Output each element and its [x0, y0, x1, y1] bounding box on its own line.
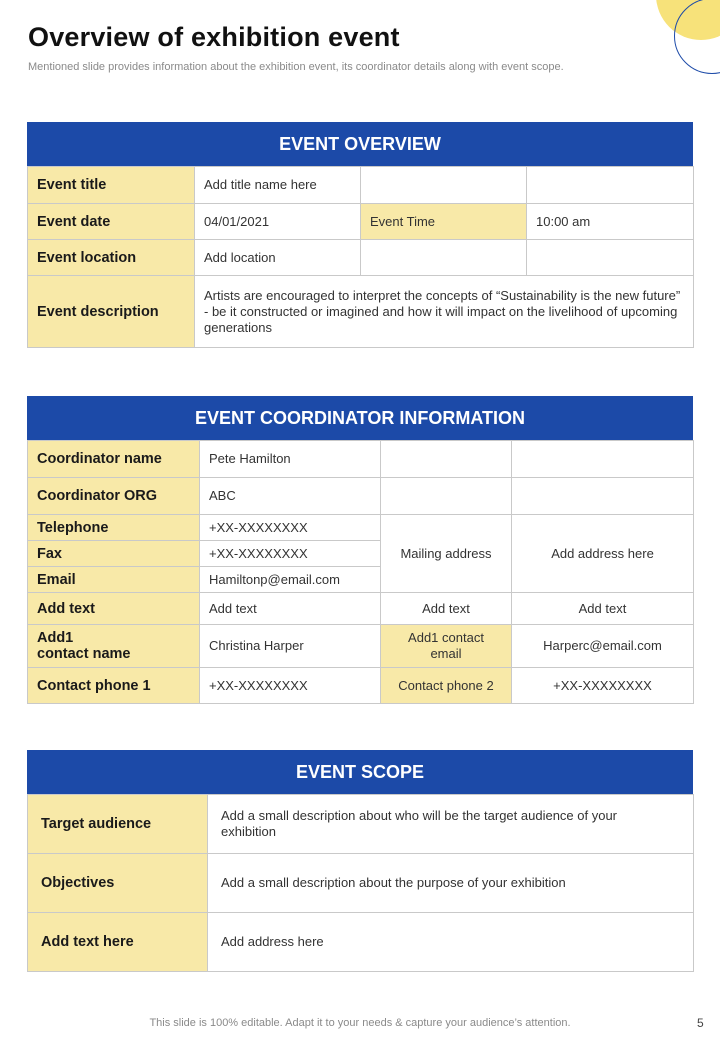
- add1-contact-name-label: [28, 625, 200, 668]
- target-audience-value: Add a small description about who will be the target audience of your exhibition: [208, 795, 694, 854]
- coordinator-section: [27, 396, 693, 704]
- table-row: [28, 441, 694, 478]
- coordinator-org-value: ABC: [200, 478, 381, 515]
- empty-cell: [512, 478, 694, 515]
- event-time-label: Event Time: [361, 204, 527, 240]
- add1-contact-email-value: Harperc@email.com: [512, 625, 694, 668]
- add1-contact-email-label: [381, 625, 512, 668]
- add1-contact-name-value: Christina Harper: [200, 625, 381, 668]
- add-text-label: Add text: [28, 593, 200, 625]
- add-text-here-label: Add text here: [28, 913, 208, 972]
- event-description-label: Event description: [28, 276, 195, 348]
- add-text-value-2: Add text: [381, 593, 512, 625]
- table-row: [28, 478, 694, 515]
- add-text-here-value: Add address here: [208, 913, 694, 972]
- objectives-value: Add a small description about the purpose of your exhibition: [208, 854, 694, 913]
- table-row: [28, 204, 694, 240]
- empty-cell: [527, 240, 694, 276]
- coordinator-table: [27, 440, 694, 704]
- objectives-label: Objectives: [28, 854, 208, 913]
- event-title-value: Add title name here: [195, 167, 361, 204]
- coordinator-header: EVENT COORDINATOR INFORMATION: [27, 396, 693, 440]
- event-title-label: Event title: [28, 167, 195, 204]
- event-scope-section: [27, 750, 693, 972]
- table-row: [28, 854, 694, 913]
- email-value: Hamiltonp@email.com: [200, 567, 381, 593]
- add1-contact-email-label-line2: email: [430, 646, 462, 661]
- mailing-address-label: Mailing address: [381, 515, 512, 593]
- contact-phone-2-label: Contact phone 2: [381, 668, 512, 704]
- table-row: [28, 167, 694, 204]
- page-title: Overview of exhibition event: [28, 22, 400, 52]
- add1-contact-name-label-line1: Add1: [37, 630, 74, 646]
- event-location-label: Event location: [28, 240, 195, 276]
- empty-cell: [512, 441, 694, 478]
- page-number: 5: [697, 1016, 704, 1030]
- event-overview-table: [27, 166, 694, 348]
- fax-value: +XX-XXXXXXXX: [200, 541, 381, 567]
- telephone-label: Telephone: [28, 515, 200, 541]
- coordinator-org-label: Coordinator ORG: [28, 478, 200, 515]
- add1-contact-email-label-line1: Add1 contact: [408, 630, 484, 645]
- table-row: [28, 913, 694, 972]
- fax-label: Fax: [28, 541, 200, 567]
- table-row: [28, 276, 694, 348]
- table-row: [28, 795, 694, 854]
- event-overview-section: [27, 122, 693, 348]
- event-date-value: 04/01/2021: [195, 204, 361, 240]
- event-scope-header: EVENT SCOPE: [27, 750, 693, 794]
- coordinator-name-label: Coordinator name: [28, 441, 200, 478]
- add1-contact-name-label-line2: contact name: [37, 646, 131, 662]
- table-row: [28, 625, 694, 668]
- table-row: [28, 668, 694, 704]
- event-time-value: 10:00 am: [527, 204, 694, 240]
- target-audience-label: Target audience: [28, 795, 208, 854]
- table-row: [28, 240, 694, 276]
- empty-cell: [361, 240, 527, 276]
- event-date-label: Event date: [28, 204, 195, 240]
- table-row: [28, 593, 694, 625]
- empty-cell: [361, 167, 527, 204]
- contact-phone-1-value: +XX-XXXXXXXX: [200, 668, 381, 704]
- mailing-address-value: Add address here: [512, 515, 694, 593]
- contact-phone-2-value: +XX-XXXXXXXX: [512, 668, 694, 704]
- telephone-value: +XX-XXXXXXXX: [200, 515, 381, 541]
- email-label: Email: [28, 567, 200, 593]
- event-overview-header: EVENT OVERVIEW: [27, 122, 693, 166]
- event-scope-table: [27, 794, 694, 972]
- add-text-value-1: Add text: [200, 593, 381, 625]
- event-location-value: Add location: [195, 240, 361, 276]
- table-row: [28, 515, 694, 541]
- contact-phone-1-label: Contact phone 1: [28, 668, 200, 704]
- empty-cell: [527, 167, 694, 204]
- page-subtitle: Mentioned slide provides information about the exhibition event, its coordinator details along with event scope.: [28, 61, 564, 73]
- empty-cell: [381, 478, 512, 515]
- empty-cell: [381, 441, 512, 478]
- coordinator-name-value: Pete Hamilton: [200, 441, 381, 478]
- event-description-value: Artists are encouraged to interpret the concepts of “Sustainability is the new future” - be it constructed or imagined and how it will impact on the livelihood of upcoming generations: [195, 276, 694, 348]
- add-text-value-3: Add text: [512, 593, 694, 625]
- footer-note: This slide is 100% editable. Adapt it to your needs & capture your audience’s attention.: [149, 1017, 571, 1029]
